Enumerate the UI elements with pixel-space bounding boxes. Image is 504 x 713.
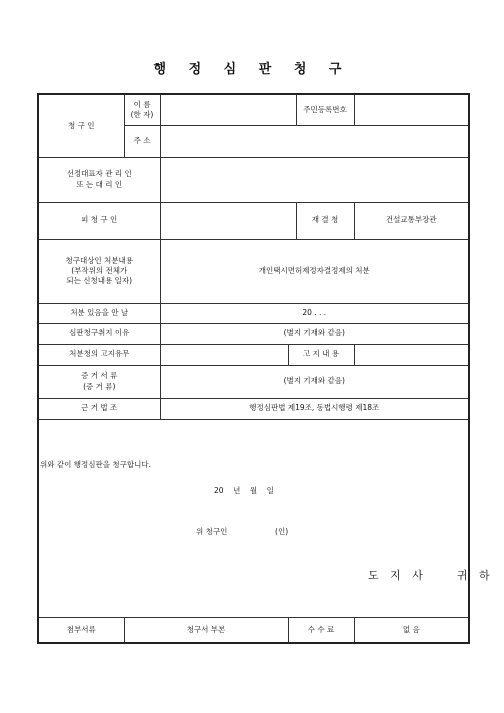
ruling-agency-label: 재 결 청: [296, 202, 354, 239]
rrn-field[interactable]: [354, 94, 469, 125]
petition-form-table: [37, 93, 470, 644]
representative-label: 선정대표자 관 리 인 또 는 대 리 인: [38, 157, 160, 202]
fee-label: 수 수 료: [288, 617, 354, 643]
notice-status-field[interactable]: [160, 344, 288, 365]
notice-content-field[interactable]: [354, 344, 469, 365]
ruling-agency-value: 건설교통부장관: [354, 202, 469, 239]
respondent-label: 피 청 구 인: [38, 202, 160, 239]
notice-date-label: 처분 있음을 안 날: [38, 303, 160, 323]
attachments-value: 청구서 부본: [124, 617, 288, 643]
representative-field[interactable]: [160, 157, 469, 202]
declaration-text: 위와 같이 행정심판을 청구합니다.: [40, 460, 151, 469]
address-field[interactable]: [160, 125, 469, 157]
evidence-value: (별지 기재와 같음): [160, 365, 469, 398]
recipient-line: 도 지 사 귀 하: [368, 569, 494, 582]
attachments-label: 첨부서류: [38, 617, 124, 643]
target-disposition-label: 청구대상인 처분내용 (부작위의 전체가 되는 신청내용 일자): [38, 239, 160, 303]
fee-value: 없 음: [354, 617, 469, 643]
date-line[interactable]: 20 년 월 일: [214, 486, 274, 495]
notice-status-label: 처분청의 고지유무: [38, 344, 160, 365]
legal-basis-label: 근 거 법 조: [38, 398, 160, 419]
address-label: 주 소: [124, 125, 160, 157]
purpose-label: 심판청구취지 이유: [38, 323, 160, 344]
name-field[interactable]: [160, 94, 296, 125]
target-disposition-value: 개인택시면허제정자결정제의 처분: [160, 239, 469, 303]
declaration-area: [38, 419, 469, 617]
notice-content-label: 고 지 내 용: [288, 344, 354, 365]
evidence-label: 증 거 서 류 (증 거 류): [38, 365, 160, 398]
legal-basis-value: 행정심판법 제19조, 동법시행령 제18조: [160, 398, 469, 419]
purpose-value: (별지 기재와 같음): [160, 323, 469, 344]
respondent-field[interactable]: [160, 202, 296, 239]
signer-line[interactable]: 위 청구인 (인): [196, 527, 289, 536]
document-title: 행 정 심 판 청 구: [153, 62, 351, 77]
rrn-label: 주민등록번호: [296, 94, 354, 125]
notice-date-value[interactable]: 20 . . .: [160, 303, 469, 323]
claimant-label: 청 구 인: [38, 94, 124, 157]
name-label: 이 름 (한 자): [124, 94, 160, 125]
